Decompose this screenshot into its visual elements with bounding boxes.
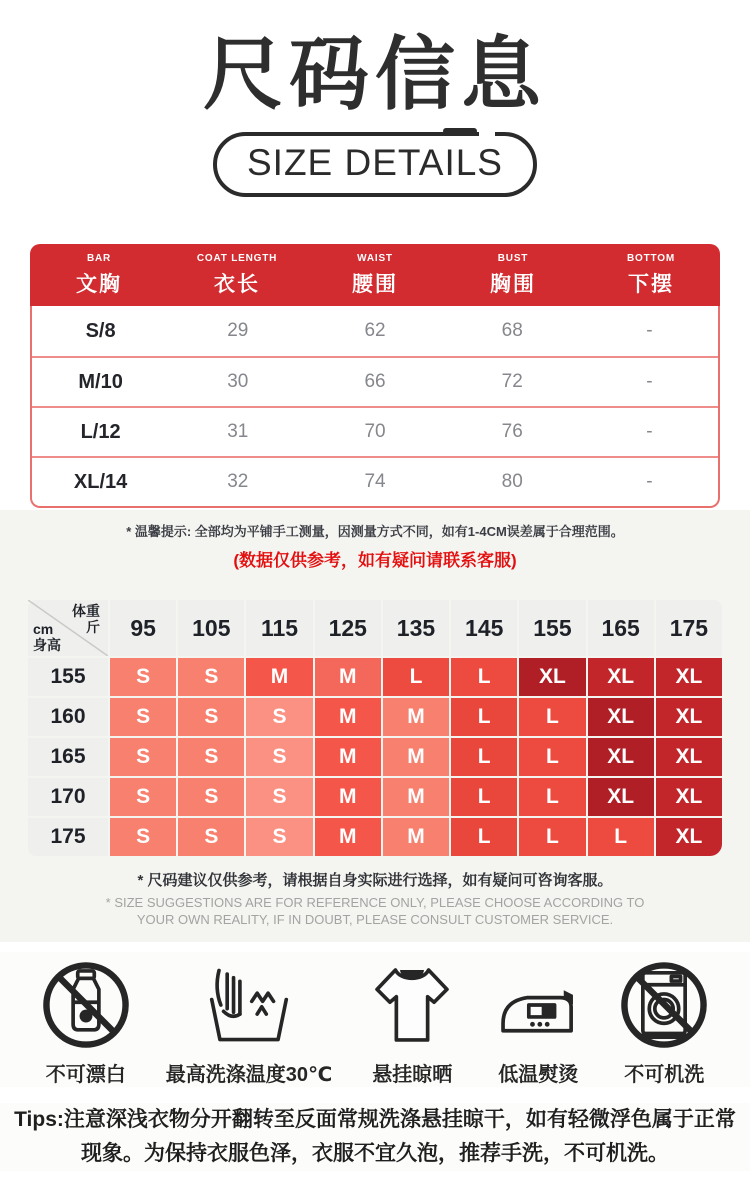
badge-dash-decoration xyxy=(443,128,477,134)
matrix-cell: XL xyxy=(656,818,722,856)
care-item xyxy=(492,958,584,1087)
matrix-cell: S xyxy=(246,818,312,856)
column-label-cn: 衣长 xyxy=(214,272,260,296)
column-label-cn: 文胸 xyxy=(76,272,122,296)
care-label: 低温熨烫 xyxy=(498,1064,579,1087)
matrix-cell: M xyxy=(315,818,381,856)
matrix-cell: L xyxy=(519,698,585,736)
matrix-cell: S xyxy=(178,658,244,696)
matrix-cell: XL xyxy=(588,778,654,816)
care-item xyxy=(166,958,332,1087)
table-row xyxy=(32,306,718,356)
low-temp-iron-icon xyxy=(492,958,584,1052)
column-label-en: BAR xyxy=(86,252,112,264)
matrix-cell: L xyxy=(588,818,654,856)
column-label-en: COAT LENGTH xyxy=(196,252,278,264)
care-item xyxy=(366,958,458,1087)
matrix-cell: XL xyxy=(656,658,722,696)
column-label-cn: 胸围 xyxy=(490,272,536,296)
matrix-cell: M xyxy=(315,698,381,736)
matrix-weight-header: 105 xyxy=(178,600,244,656)
measure-note: * 温馨提示: 全部均为平铺手工测量，因测量方式不同，如有1-4CM误差属于合理范围。 xyxy=(126,524,624,540)
matrix-cell: M xyxy=(246,658,312,696)
matrix-weight-header: 175 xyxy=(656,600,722,656)
matrix-cell: XL xyxy=(656,698,722,736)
matrix-cell: S xyxy=(178,738,244,776)
matrix-cell: S xyxy=(110,698,176,736)
size-table-column-header xyxy=(582,253,720,298)
matrix-cell: M xyxy=(383,818,449,856)
size-recommendation-matrix xyxy=(28,600,722,856)
matrix-row-header: 175 xyxy=(28,818,108,856)
size-cell: M/10 xyxy=(78,370,123,393)
table-row xyxy=(32,456,718,506)
measurement-cell: - xyxy=(646,421,653,443)
size-cell: XL/14 xyxy=(73,470,128,493)
size-table-column-header xyxy=(444,253,582,298)
matrix-cell: M xyxy=(315,738,381,776)
measurement-cell: 29 xyxy=(227,320,249,342)
care-item xyxy=(40,958,132,1087)
measurement-cell: 74 xyxy=(364,471,386,493)
matrix-corner-cell xyxy=(28,600,108,656)
measurement-cell: 32 xyxy=(227,471,249,493)
matrix-cell: L xyxy=(519,778,585,816)
matrix-weight-header: 115 xyxy=(246,600,312,656)
matrix-cell: S xyxy=(110,658,176,696)
matrix-cell: S xyxy=(178,778,244,816)
measurement-cell: 72 xyxy=(501,371,523,393)
size-table-column-header xyxy=(306,253,444,298)
hang-dry-icon xyxy=(366,958,458,1052)
tips-section xyxy=(0,1103,750,1171)
matrix-cell: L xyxy=(451,658,517,696)
column-label-en: WAIST xyxy=(357,252,393,264)
matrix-cell: L xyxy=(451,698,517,736)
matrix-cell: S xyxy=(246,738,312,776)
size-table-column-header xyxy=(168,253,306,298)
matrix-weight-header: 145 xyxy=(451,600,517,656)
matrix-cell: XL xyxy=(588,698,654,736)
matrix-cell: S xyxy=(246,698,312,736)
column-label-en: BUST xyxy=(497,252,529,264)
matrix-weight-header: 125 xyxy=(315,600,381,656)
matrix-cell: L xyxy=(519,738,585,776)
reference-note: (数据仅供参考，如有疑问请联系客服) xyxy=(233,551,517,571)
matrix-row-header: 165 xyxy=(28,738,108,776)
matrix-cell: M xyxy=(383,778,449,816)
no-bleach-icon xyxy=(40,958,132,1052)
matrix-weight-header: 165 xyxy=(588,600,654,656)
subtitle-badge xyxy=(213,132,537,197)
tips-line-1: Tips:注意深浅衣物分开翻转至反面常规洗涤悬挂晾干，如有轻微浮色属于正常 xyxy=(14,1108,736,1132)
corner-height-label: cm 身高 xyxy=(33,621,61,654)
matrix-weight-header: 135 xyxy=(383,600,449,656)
matrix-cell: XL xyxy=(656,778,722,816)
max-wash-temp-icon xyxy=(199,958,299,1052)
matrix-row-header: 160 xyxy=(28,698,108,736)
matrix-cell: M xyxy=(315,778,381,816)
matrix-row-header: 155 xyxy=(28,658,108,696)
measurement-cell: 70 xyxy=(364,421,386,443)
matrix-cell: S xyxy=(110,738,176,776)
table-row xyxy=(32,356,718,406)
matrix-cell: L xyxy=(451,738,517,776)
size-measurement-table xyxy=(30,244,720,508)
measurement-cell: 76 xyxy=(501,421,523,443)
page-subtitle: SIZE DETAILS xyxy=(247,142,503,184)
matrix-cell: M xyxy=(383,698,449,736)
column-label-cn: 腰围 xyxy=(352,272,398,296)
column-label-en: BOTTOM xyxy=(627,252,675,264)
size-table-column-header xyxy=(30,253,168,298)
matrix-cell: S xyxy=(178,818,244,856)
badge-border-gap xyxy=(479,132,495,140)
title-section xyxy=(0,0,750,197)
lower-band xyxy=(0,510,750,942)
size-cell: S/8 xyxy=(85,319,116,342)
column-label-cn: 下摆 xyxy=(628,272,674,296)
care-label: 最高洗涤温度30℃ xyxy=(165,1064,333,1087)
matrix-cell: M xyxy=(383,738,449,776)
matrix-weight-header: 155 xyxy=(519,600,585,656)
care-instructions xyxy=(0,952,750,1087)
page-title: 尺码信息 xyxy=(203,30,547,119)
measurement-cell: 80 xyxy=(501,471,523,493)
care-label: 不可漂白 xyxy=(45,1064,126,1087)
matrix-note-cn: * 尺码建议仅供参考，请根据自身实际进行选择，如有疑问可咨询客服。 xyxy=(137,872,613,890)
matrix-cell: L xyxy=(383,658,449,696)
matrix-cell: XL xyxy=(588,658,654,696)
matrix-cell: S xyxy=(246,778,312,816)
matrix-cell: XL xyxy=(519,658,585,696)
matrix-cell: L xyxy=(519,818,585,856)
matrix-note-en: * SIZE SUGGESTIONS ARE FOR REFERENCE ONLY, PLEASE CHOOSE ACCORDING TO YOUR OWN REALITY, IF IN DOUBT, PLEASE CONSULT CUSTOMER SERVICE. xyxy=(105,895,645,928)
measurement-cell: - xyxy=(646,320,653,342)
tips-line-2: 现象。为保持衣服色泽，衣服不宜久泡，推荐手洗，不可机洗。 xyxy=(81,1142,669,1166)
size-cell: L/12 xyxy=(80,420,121,443)
no-machine-wash-icon xyxy=(618,958,710,1052)
measurement-cell: 66 xyxy=(364,371,386,393)
matrix-weight-header: 95 xyxy=(110,600,176,656)
matrix-row-header: 170 xyxy=(28,778,108,816)
matrix-cell: XL xyxy=(656,738,722,776)
measurement-cell: - xyxy=(646,371,653,393)
care-item xyxy=(618,958,710,1087)
measurement-cell: 30 xyxy=(227,371,249,393)
care-label: 不可机洗 xyxy=(624,1064,705,1087)
measurement-cell: 62 xyxy=(364,320,386,342)
matrix-cell: S xyxy=(178,698,244,736)
matrix-cell: S xyxy=(110,818,176,856)
matrix-cell: M xyxy=(315,658,381,696)
size-table-header xyxy=(30,244,720,306)
corner-weight-label: 体重 斤 xyxy=(72,603,100,636)
matrix-cell: L xyxy=(451,778,517,816)
care-label: 悬挂晾晒 xyxy=(372,1064,453,1087)
table-row xyxy=(32,406,718,456)
measurement-cell: 68 xyxy=(501,320,523,342)
matrix-cell: XL xyxy=(588,738,654,776)
matrix-cell: L xyxy=(451,818,517,856)
measurement-cell: - xyxy=(646,471,653,493)
matrix-cell: S xyxy=(110,778,176,816)
size-table-body xyxy=(30,306,720,508)
measurement-cell: 31 xyxy=(227,421,249,443)
